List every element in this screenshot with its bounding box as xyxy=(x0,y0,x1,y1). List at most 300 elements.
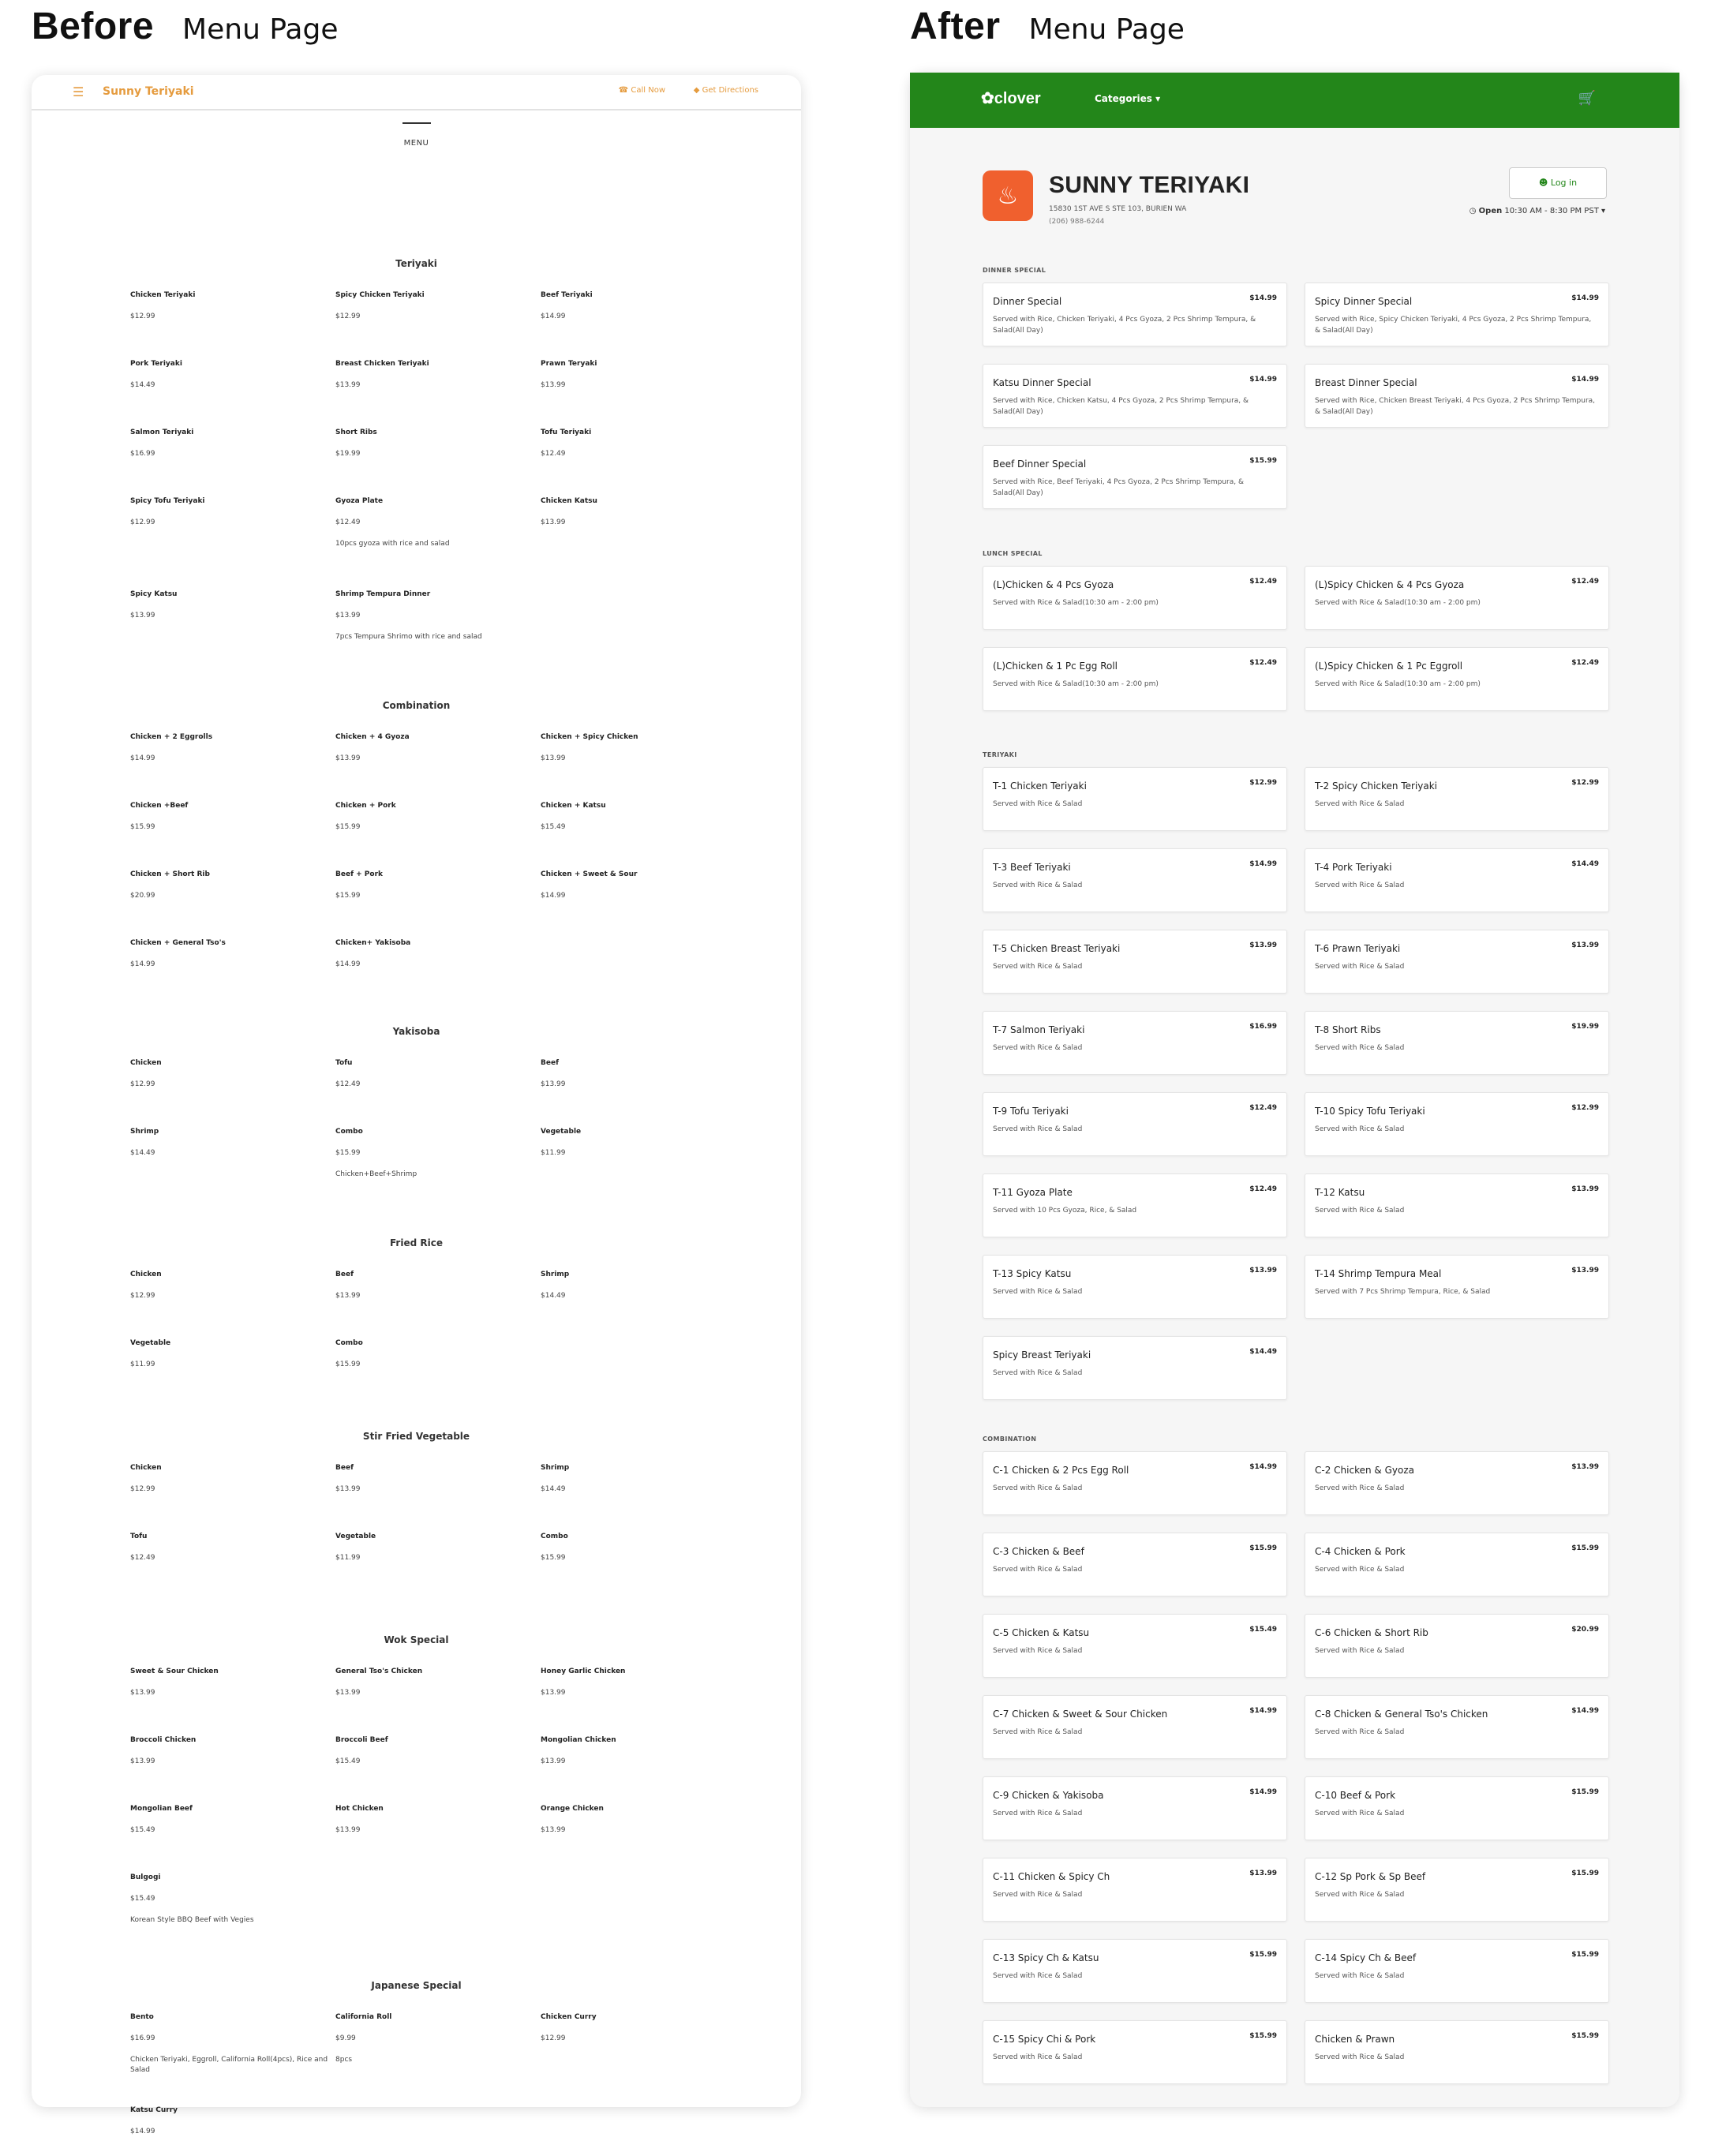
item-name: Chicken + Short Rib xyxy=(130,870,210,878)
menu-item-card[interactable] xyxy=(983,1092,1287,1156)
menu-item-card[interactable] xyxy=(1305,1695,1609,1759)
menu-item-card[interactable] xyxy=(983,364,1287,428)
after-card-grid xyxy=(983,283,1609,509)
item-name: Shrimp xyxy=(541,1464,570,1472)
menu-item-card[interactable] xyxy=(983,1533,1287,1596)
item-price: $13.99 xyxy=(541,381,566,389)
before-menu-item[interactable] xyxy=(335,1649,541,1717)
card-price: $14.99 xyxy=(1571,294,1599,302)
card-description: Served with Rice & Salad xyxy=(993,963,1083,971)
card-description: Served with 10 Pcs Gyoza, Rice, & Salad xyxy=(993,1207,1137,1215)
before-menu-item[interactable] xyxy=(335,1717,541,1786)
item-name: Sweet & Sour Chicken xyxy=(130,1668,219,1675)
card-price: $15.99 xyxy=(1249,457,1277,465)
card-price: $12.99 xyxy=(1571,1104,1599,1112)
before-menu-item[interactable] xyxy=(541,1514,746,1582)
before-menu-item[interactable] xyxy=(335,1109,541,1202)
card-description: Served with Rice & Salad xyxy=(993,1484,1083,1492)
card-description: Served with 7 Pcs Shrimp Tempura, Rice, & Salad xyxy=(1315,1288,1491,1296)
item-price: $15.49 xyxy=(130,1895,155,1903)
item-name: Chicken xyxy=(130,1271,162,1278)
menu-item-card[interactable] xyxy=(1305,930,1609,994)
card-price: $14.99 xyxy=(1571,376,1599,384)
card-price: $13.99 xyxy=(1249,1267,1277,1275)
card-description: Served with Rice & Salad xyxy=(993,1891,1083,1899)
before-menu-item[interactable] xyxy=(335,1040,541,1109)
before-menu-item[interactable] xyxy=(541,410,746,478)
card-price: $15.99 xyxy=(1249,1544,1277,1552)
menu-item-card[interactable] xyxy=(1305,1173,1609,1237)
before-section-title: Japanese Special xyxy=(371,1980,462,1991)
before-menu-item[interactable] xyxy=(541,1040,746,1109)
card-name: (L)Chicken & 1 Pc Egg Roll xyxy=(993,661,1118,672)
before-heading xyxy=(32,5,338,48)
card-description: Served with Rice & Salad xyxy=(1315,2053,1405,2061)
item-name: Chicken+ Yakisoba xyxy=(335,939,411,947)
menu-item-card[interactable] xyxy=(1305,364,1609,428)
item-description: Korean Style BBQ Beef with Vegies xyxy=(130,1916,254,1924)
item-name: Beef Teriyaki xyxy=(541,291,593,299)
card-name: Breast Dinner Special xyxy=(1315,377,1417,388)
empty-cell xyxy=(335,1855,541,1948)
item-price: $14.99 xyxy=(541,313,566,320)
item-name: Salmon Teriyaki xyxy=(130,429,194,436)
menu-item-card[interactable] xyxy=(983,647,1287,711)
before-site-screenshot xyxy=(32,75,801,2135)
card-description: Served with Rice & Salad xyxy=(993,1288,1083,1296)
before-menu-item[interactable] xyxy=(130,341,335,410)
card-description: Served with Rice, Spicy Chicken Teriyaki, 4 Pcs Gyoza, 2 Pcs Shrimp Tempura, & Salad(All Day) xyxy=(1315,316,1592,335)
before-nav-bar xyxy=(32,75,801,110)
item-name: Mongolian Beef xyxy=(130,1805,193,1813)
menu-item-card[interactable] xyxy=(1305,1614,1609,1678)
before-section xyxy=(32,258,801,664)
before-menu-item[interactable] xyxy=(130,1109,335,1202)
before-menu-item[interactable] xyxy=(130,1717,335,1786)
item-price: $12.99 xyxy=(130,1080,155,1088)
item-name: Shrimp xyxy=(541,1271,570,1278)
item-price: $13.99 xyxy=(130,1757,155,1765)
menu-item-card[interactable] xyxy=(983,445,1287,509)
menu-item-card[interactable] xyxy=(1305,1776,1609,1840)
menu-item-card[interactable] xyxy=(1305,1533,1609,1596)
card-price: $14.99 xyxy=(1249,376,1277,384)
item-name: Chicken + 4 Gyoza xyxy=(335,733,410,741)
before-menu-item[interactable] xyxy=(130,1320,335,1389)
after-card-grid xyxy=(983,1451,1609,2084)
before-menu-item[interactable] xyxy=(335,783,541,852)
item-name: Tofu Teriyaki xyxy=(541,429,592,436)
before-menu-item[interactable] xyxy=(541,783,746,852)
item-name: Chicken Teriyaki xyxy=(130,291,196,299)
card-description: Served with Rice & Salad xyxy=(993,1810,1083,1817)
item-price: $12.49 xyxy=(335,1080,361,1088)
before-menu-item[interactable] xyxy=(130,1994,335,2087)
before-menu-item[interactable] xyxy=(335,1252,541,1320)
before-menu-item[interactable] xyxy=(335,272,541,341)
card-description: Served with Rice & Salad xyxy=(993,2053,1083,2061)
menu-item-card[interactable] xyxy=(983,283,1287,346)
menu-item-card[interactable] xyxy=(983,1336,1287,1400)
menu-item-card[interactable] xyxy=(983,767,1287,831)
card-description: Served with Rice & Salad xyxy=(1315,1728,1405,1736)
get-directions-link[interactable]: ◆ Get Directions xyxy=(693,86,758,95)
menu-item-card[interactable] xyxy=(1305,1255,1609,1319)
card-name: C-8 Chicken & General Tso's Chicken xyxy=(1315,1709,1488,1720)
card-price: $13.99 xyxy=(1571,1267,1599,1275)
card-name: C-4 Chicken & Pork xyxy=(1315,1546,1406,1557)
before-item-grid xyxy=(130,1252,801,1389)
card-description: Served with Rice & Salad xyxy=(993,1125,1083,1133)
item-name: Honey Garlic Chicken xyxy=(541,1668,626,1675)
item-name: Shrimp Tempura Dinner xyxy=(335,590,431,598)
item-price: $14.49 xyxy=(541,1485,566,1493)
item-name: Chicken + Sweet & Sour xyxy=(541,870,638,878)
card-price: $15.99 xyxy=(1571,2032,1599,2040)
before-menu-item[interactable] xyxy=(541,1717,746,1786)
card-description: Served with Rice & Salad xyxy=(993,1369,1083,1377)
card-name: T-12 Katsu xyxy=(1315,1187,1365,1198)
menu-item-card[interactable] xyxy=(983,848,1287,912)
item-name: Chicken + General Tso's xyxy=(130,939,226,947)
menu-item-card[interactable] xyxy=(1305,1011,1609,1075)
item-price: $13.99 xyxy=(541,1080,566,1088)
before-section-title: Combination xyxy=(382,700,451,711)
before-menu-item[interactable] xyxy=(130,478,335,571)
item-name: Spicy Tofu Teriyaki xyxy=(130,497,205,505)
before-menu-item[interactable] xyxy=(541,1109,746,1202)
before-menu-item[interactable] xyxy=(130,571,335,664)
item-name: Bento xyxy=(130,2013,154,2021)
categories-dropdown[interactable]: Categories ▾ xyxy=(1095,93,1161,104)
menu-item-card[interactable] xyxy=(1305,1858,1609,1922)
before-menu-item[interactable] xyxy=(335,852,541,920)
menu-item-card[interactable] xyxy=(1305,767,1609,831)
before-menu-item[interactable] xyxy=(130,920,335,989)
card-name: T-3 Beef Teriyaki xyxy=(993,862,1071,873)
before-menu-item[interactable] xyxy=(541,1252,746,1320)
card-description: Served with Rice & Salad xyxy=(1315,1566,1405,1574)
before-menu-item[interactable] xyxy=(541,1994,746,2087)
item-price: $13.99 xyxy=(130,1689,155,1697)
card-name: C-10 Beef & Pork xyxy=(1315,1790,1396,1801)
before-menu-item[interactable] xyxy=(541,1649,746,1717)
empty-cell xyxy=(541,2087,746,2156)
item-price: $13.99 xyxy=(541,1757,566,1765)
menu-tab-label: MENU xyxy=(403,139,429,148)
before-menu-item[interactable] xyxy=(130,783,335,852)
card-price: $15.99 xyxy=(1571,1544,1599,1552)
item-price: $14.99 xyxy=(541,892,566,900)
card-description: Served with Rice, Chicken Breast Teriyaki, 4 Pcs Gyoza, 2 Pcs Shrimp Tempura, & Salad(All Day) xyxy=(1315,397,1596,416)
menu-item-card[interactable] xyxy=(1305,848,1609,912)
item-price: $12.99 xyxy=(130,1485,155,1493)
card-description: Served with Rice & Salad xyxy=(993,1566,1083,1574)
card-name: Chicken & Prawn xyxy=(1315,2034,1395,2045)
card-description: Served with Rice & Salad xyxy=(1315,881,1405,889)
item-price: $15.99 xyxy=(335,823,361,831)
before-menu-item[interactable] xyxy=(130,2087,335,2156)
before-menu-item[interactable] xyxy=(335,478,541,571)
card-description: Served with Rice, Beef Teriyaki, 4 Pcs Gyoza, 2 Pcs Shrimp Tempura, & Salad(All Day) xyxy=(993,478,1244,497)
card-name: (L)Spicy Chicken & 4 Pcs Gyoza xyxy=(1315,579,1465,590)
item-price: $13.99 xyxy=(335,1485,361,1493)
menu-item-card[interactable] xyxy=(983,1011,1287,1075)
clover-logo-text: clover xyxy=(994,90,1041,107)
menu-item-card[interactable] xyxy=(983,1858,1287,1922)
item-price: $9.99 xyxy=(335,2034,356,2042)
card-name: T-1 Chicken Teriyaki xyxy=(993,780,1087,792)
before-menu-item[interactable] xyxy=(541,1445,746,1514)
user-icon: ☻ xyxy=(1538,178,1548,188)
item-description: Chicken+Beef+Shrimp xyxy=(335,1170,417,1178)
before-section-title: Fried Rice xyxy=(390,1237,443,1248)
before-menu-item[interactable] xyxy=(541,341,746,410)
item-price: $11.99 xyxy=(335,1554,361,1562)
menu-item-card[interactable] xyxy=(1305,283,1609,346)
card-description: Served with Rice & Salad(10:30 am - 2:00 pm) xyxy=(993,599,1159,607)
card-name: C-9 Chicken & Yakisoba xyxy=(993,1790,1104,1801)
before-menu-item[interactable] xyxy=(541,478,746,571)
item-name: Spicy Chicken Teriyaki xyxy=(335,291,425,299)
card-name: Beef Dinner Special xyxy=(993,459,1087,470)
call-now-label: Call Now xyxy=(631,86,665,95)
menu-item-card[interactable] xyxy=(983,1776,1287,1840)
menu-item-card[interactable] xyxy=(983,1614,1287,1678)
card-description: Served with Rice & Salad xyxy=(1315,1125,1405,1133)
categories-label: Categories xyxy=(1095,93,1152,104)
card-name: C-12 Sp Pork & Sp Beef xyxy=(1315,1871,1426,1882)
item-price: $15.99 xyxy=(541,1554,566,1562)
card-price: $12.49 xyxy=(1571,659,1599,667)
card-description: Served with Rice & Salad xyxy=(1315,800,1405,808)
item-description: 10pcs gyoza with rice and salad xyxy=(335,540,450,548)
item-name: Mongolian Chicken xyxy=(541,1736,616,1744)
restaurant-address: 15830 1ST AVE S STE 103, BURIEN WA xyxy=(1049,205,1187,213)
before-menu-item[interactable] xyxy=(541,852,746,920)
before-section xyxy=(32,700,801,989)
card-name: (L)Spicy Chicken & 1 Pc Eggroll xyxy=(1315,661,1463,672)
after-card-grid xyxy=(983,566,1609,711)
before-section-title: Teriyaki xyxy=(395,258,437,269)
item-name: Orange Chicken xyxy=(541,1805,604,1813)
card-name: T-4 Pork Teriyaki xyxy=(1315,862,1392,873)
card-description: Served with Rice & Salad(10:30 am - 2:00 pm) xyxy=(1315,599,1481,607)
card-price: $12.49 xyxy=(1249,1104,1277,1112)
item-name: Chicken Katsu xyxy=(541,497,597,505)
item-name: Beef xyxy=(335,1271,354,1278)
menu-item-card[interactable] xyxy=(1305,1939,1609,2003)
item-price: $12.99 xyxy=(335,313,361,320)
item-name: Chicken + Katsu xyxy=(541,802,606,810)
menu-item-card[interactable] xyxy=(983,1695,1287,1759)
item-name: Chicken + Pork xyxy=(335,802,396,810)
before-menu-item[interactable] xyxy=(335,1514,541,1582)
before-menu-item[interactable] xyxy=(130,1445,335,1514)
call-now-link[interactable]: ☎ Call Now xyxy=(618,86,665,95)
card-description: Served with Rice & Salad xyxy=(1315,1810,1405,1817)
before-item-grid xyxy=(130,1040,801,1202)
card-name: T-5 Chicken Breast Teriyaki xyxy=(993,943,1121,954)
item-price: $12.99 xyxy=(130,1292,155,1300)
before-menu-item[interactable] xyxy=(541,1786,746,1855)
item-price: $15.49 xyxy=(335,1757,361,1765)
card-price: $14.99 xyxy=(1249,1788,1277,1796)
menu-item-card[interactable] xyxy=(983,930,1287,994)
card-price: $12.99 xyxy=(1249,779,1277,787)
card-price: $12.49 xyxy=(1249,578,1277,586)
item-description: Chicken Teriyaki, Eggroll, California Roll(4pcs), Rice and Salad xyxy=(130,2056,328,2075)
item-price: $12.49 xyxy=(335,518,361,526)
after-section-title: LUNCH SPECIAL xyxy=(983,550,1043,557)
before-menu-item[interactable] xyxy=(130,714,335,783)
card-name: T-14 Shrimp Tempura Meal xyxy=(1315,1268,1442,1279)
empty-cell xyxy=(541,920,746,989)
card-name: C-1 Chicken & 2 Pcs Egg Roll xyxy=(993,1465,1129,1476)
card-price: $13.99 xyxy=(1571,1185,1599,1193)
item-name: Chicken + Spicy Chicken xyxy=(541,733,638,741)
after-label: After xyxy=(910,6,1001,47)
item-name: Short Ribs xyxy=(335,429,377,436)
restaurant-logo-icon: ♨ xyxy=(983,170,1033,221)
card-description: Served with Rice & Salad xyxy=(1315,1891,1405,1899)
card-description: Served with Rice & Salad xyxy=(1315,1972,1405,1980)
item-price: $11.99 xyxy=(130,1361,155,1368)
card-price: $12.49 xyxy=(1249,659,1277,667)
card-description: Served with Rice & Salad xyxy=(993,1647,1083,1655)
before-brand[interactable]: Sunny Teriyaki xyxy=(103,85,194,98)
card-name: T-2 Spicy Chicken Teriyaki xyxy=(1315,780,1438,792)
item-name: Vegetable xyxy=(541,1128,582,1136)
item-price: $13.99 xyxy=(541,518,566,526)
item-price: $14.99 xyxy=(130,2128,155,2135)
menu-item-card[interactable] xyxy=(1305,2020,1609,2084)
after-section-title: TERIYAKI xyxy=(983,751,1017,758)
card-description: Served with Rice & Salad xyxy=(1315,1484,1405,1492)
item-name: Bulgogi xyxy=(130,1873,161,1881)
before-section-title: Yakisoba xyxy=(392,1026,440,1037)
item-price: $16.99 xyxy=(130,450,155,458)
item-description: 7pcs Tempura Shrimo with rice and salad xyxy=(335,633,482,641)
card-name: Spicy Dinner Special xyxy=(1315,296,1413,307)
hours-status: Open xyxy=(1478,207,1503,215)
card-price: $12.99 xyxy=(1571,779,1599,787)
card-price: $12.49 xyxy=(1249,1185,1277,1193)
card-description: Served with Rice & Salad xyxy=(1315,1647,1405,1655)
card-name: T-6 Prawn Teriyaki xyxy=(1315,943,1401,954)
item-price: $13.99 xyxy=(335,1689,361,1697)
item-price: $14.99 xyxy=(335,960,361,968)
before-menu-item[interactable] xyxy=(130,1514,335,1582)
clover-logo[interactable]: ✿clover xyxy=(981,90,1041,107)
menu-item-card[interactable] xyxy=(983,566,1287,630)
before-item-grid xyxy=(130,1649,801,1948)
item-price: $13.99 xyxy=(335,1826,361,1834)
before-menu-item[interactable] xyxy=(130,1786,335,1855)
login-button[interactable] xyxy=(1509,167,1607,199)
item-name: Prawn Teryaki xyxy=(541,360,597,368)
item-price: $13.99 xyxy=(541,1826,566,1834)
card-description: Served with Rice & Salad xyxy=(993,1972,1083,1980)
after-card-grid xyxy=(983,767,1609,1400)
menu-item-card[interactable] xyxy=(983,2020,1287,2084)
item-price: $11.99 xyxy=(541,1149,566,1157)
card-name: C-15 Spicy Chi & Pork xyxy=(993,2034,1096,2045)
before-menu-item[interactable] xyxy=(130,1649,335,1717)
menu-item-card[interactable] xyxy=(1305,1451,1609,1515)
card-price: $15.99 xyxy=(1249,2032,1277,2040)
card-price: $20.99 xyxy=(1571,1626,1599,1634)
before-section xyxy=(32,1431,801,1582)
item-name: Shrimp xyxy=(130,1128,159,1136)
menu-item-card[interactable] xyxy=(1305,566,1609,630)
before-menu-item[interactable] xyxy=(130,272,335,341)
before-menu-item[interactable] xyxy=(335,341,541,410)
card-name: C-2 Chicken & Gyoza xyxy=(1315,1465,1414,1476)
hours-dropdown[interactable]: ◷ Open 10:30 AM - 8:30 PM PST ▾ xyxy=(1469,207,1605,215)
menu-tab[interactable] xyxy=(32,122,801,148)
card-price: $15.99 xyxy=(1571,1951,1599,1959)
before-section-title: Stir Fried Vegetable xyxy=(362,1431,470,1442)
before-menu-item[interactable] xyxy=(130,1040,335,1109)
card-name: C-6 Chicken & Short Rib xyxy=(1315,1627,1428,1638)
before-menu-item[interactable] xyxy=(335,1994,541,2087)
before-menu-item[interactable] xyxy=(335,1320,541,1389)
before-section xyxy=(32,1237,801,1389)
before-item-grid xyxy=(130,714,801,989)
item-name: Gyoza Plate xyxy=(335,497,384,505)
item-price: $15.99 xyxy=(335,892,361,900)
before-menu-item[interactable] xyxy=(541,272,746,341)
menu-item-card[interactable] xyxy=(983,1255,1287,1319)
item-price: $13.99 xyxy=(335,381,361,389)
basket-icon[interactable]: 🛒 xyxy=(1578,90,1596,107)
menu-item-card[interactable] xyxy=(983,1939,1287,2003)
item-name: Beef xyxy=(541,1059,559,1067)
card-price: $16.99 xyxy=(1249,1023,1277,1031)
card-price: $13.99 xyxy=(1249,941,1277,949)
menu-item-card[interactable] xyxy=(983,1451,1287,1515)
before-menu-item[interactable] xyxy=(335,1786,541,1855)
before-menu-item[interactable] xyxy=(335,920,541,989)
before-menu-item[interactable] xyxy=(335,571,541,664)
before-menu-item[interactable] xyxy=(130,410,335,478)
after-section xyxy=(983,751,1609,1400)
card-price: $15.99 xyxy=(1571,1870,1599,1877)
before-menu-item[interactable] xyxy=(541,714,746,783)
before-subtitle: Menu Page xyxy=(182,13,339,46)
menu-item-card[interactable] xyxy=(983,1173,1287,1237)
before-menu-item[interactable] xyxy=(335,410,541,478)
after-subtitle: Menu Page xyxy=(1028,13,1185,46)
hamburger-icon[interactable]: ☰ xyxy=(73,84,84,99)
before-menu-item[interactable] xyxy=(335,1445,541,1514)
before-menu-item[interactable] xyxy=(335,714,541,783)
menu-item-card[interactable] xyxy=(1305,1092,1609,1156)
card-name: T-8 Short Ribs xyxy=(1315,1024,1381,1035)
before-label: Before xyxy=(32,6,155,47)
card-name: C-14 Spicy Ch & Beef xyxy=(1315,1952,1417,1963)
before-menu-item[interactable] xyxy=(130,1855,335,1948)
item-name: Vegetable xyxy=(335,1533,376,1540)
card-description: Served with Rice & Salad xyxy=(1315,1207,1405,1215)
before-menu-item[interactable] xyxy=(130,1252,335,1320)
card-description: Served with Rice, Chicken Katsu, 4 Pcs Gyoza, 2 Pcs Shrimp Tempura, & Salad(All Day) xyxy=(993,397,1249,416)
before-item-grid xyxy=(130,1994,801,2156)
card-name: C-7 Chicken & Sweet & Sour Chicken xyxy=(993,1709,1168,1720)
before-menu-item[interactable] xyxy=(130,852,335,920)
menu-item-card[interactable] xyxy=(1305,647,1609,711)
